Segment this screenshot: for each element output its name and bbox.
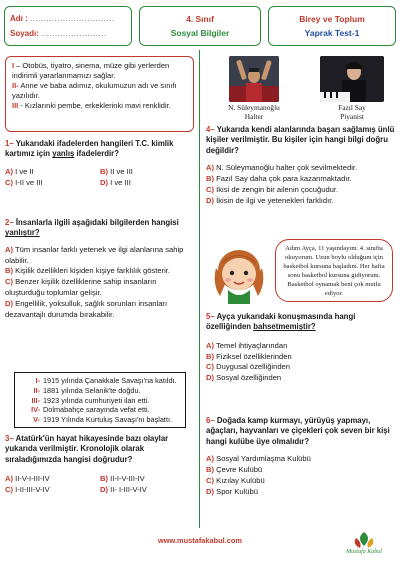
q5-option-a[interactable]: A) Temel ihtiyaçlarından: [206, 340, 288, 350]
q1-option-b[interactable]: B) II ve III: [100, 166, 133, 176]
column-divider: [199, 50, 200, 528]
event-4: IV- Dolmabahçe sarayında vefat etti.: [31, 405, 150, 415]
q1-option-c[interactable]: C) I-II ve III: [5, 177, 43, 187]
name-line: Adı : ...............................: [10, 14, 115, 23]
surname-line: Soyadı: ........................: [10, 29, 107, 38]
q5-option-b[interactable]: B) Fiziksel özelliklerinden: [206, 351, 292, 361]
event-3: III- 1923 yılında cumhuriyeti ilan etti.: [31, 395, 150, 405]
q6-option-d[interactable]: D) Spor Kulübü: [206, 486, 258, 496]
q6-option-a[interactable]: A) Sosyal Yardımlaşma Kulübü: [206, 454, 311, 464]
q3-option-c[interactable]: C) I-II-III-V-IV: [5, 485, 50, 495]
statements-box: [5, 56, 194, 132]
q4-option-d[interactable]: D) İkisin de ilgi ve yetenekleri farklıdır.: [206, 195, 334, 205]
question-6: [206, 416, 396, 497]
q4-option-b[interactable]: B) Fazıl Say daha çok para kazanmaktadır.: [206, 174, 352, 184]
question-5-options: [206, 341, 396, 384]
weightlifter-photo: [229, 56, 279, 102]
grade-subject-box: [139, 6, 261, 46]
girl-character-icon: [206, 240, 272, 304]
q3-option-d[interactable]: D) II- I-III-V-IV: [100, 485, 147, 495]
events-box: [14, 372, 186, 428]
question-1: [5, 139, 195, 188]
student-info-box: [4, 6, 132, 46]
q1-option-a[interactable]: A) I ve II: [5, 166, 34, 176]
statement-3: III - Kızlarınki pembe, erkeklerinki mavi renklidir.: [12, 101, 171, 110]
question-6-text: 6– Doğada kamp kurmayı, yürüyüş yapmayı, ağaçları, hayvanları ve çiçekleri çok seven bir kişi hangi kulübe üye olmalıdır?: [206, 416, 390, 446]
speech-bubble: Adım Ayça, 11 yaşındayım. 4. sınıfta okuyorum. Uzun boylu olduğum için basketbol kursuna başladım. Her hafta sonu basketbol kursuna gidiyorum. Basketbol oynamak beni çok mutlu ediyor.: [275, 239, 393, 302]
grade-label: 4. Sınıf: [186, 14, 214, 24]
weightlifter-image: [229, 56, 279, 102]
q2-option-d[interactable]: D) Engellilik, yoksulluk, sağlık sorunları insanları dezavantajlı durumda bırakabilir.: [5, 298, 168, 319]
q2-option-c[interactable]: C) Benzer kişilik özelliklerine sahip insanların oluşturduğu toplumlar gelişir.: [5, 277, 157, 297]
test-label: Yaprak Test-1: [304, 28, 360, 38]
q4-option-a[interactable]: A) N. Süleymanoğlu halter çok sevilmektedir.: [206, 163, 358, 173]
website-url[interactable]: www.mustafakabul.com: [158, 536, 242, 545]
question-5-text: 5– Ayça yukarıdaki konuşmasında hangi özelliğinden bahsetmemiştir?: [206, 312, 356, 332]
event-5: V- 1919 Yılında Kurtuluş Savaşı'nı başlattı.: [33, 415, 173, 425]
weightlifter-caption: N. Süleymanoğlu Halter: [228, 103, 280, 121]
pianist-caption: Fazıl Say Piyanist: [338, 103, 366, 121]
statement-2: II- Anne ve baba adımız, okulumuzun adı ve sınıfı yazılıdır.: [12, 81, 177, 100]
q6-option-c[interactable]: C) Kızılay Kulübü: [206, 475, 265, 485]
question-5: [206, 312, 396, 384]
question-3-text: 3– Atatürk'ün hayat hikayesinde bazı olaylar yukarıda verilmiştir. Kronolojik olarak sıraladığımızda hangisi doğrudur?: [5, 434, 169, 464]
question-3: [5, 434, 195, 496]
q1-option-d[interactable]: D) I ve III: [100, 177, 131, 187]
brand-name: Mustafa Kabul: [346, 549, 382, 555]
question-1-options: [5, 167, 195, 189]
statement-1: I – Otobüs, tiyatro, sinema, müze gibi yerlerden indirimli yararlanmamızı sağlar.: [12, 61, 170, 80]
q5-option-c[interactable]: C) Duygusal özelliğinden: [206, 362, 291, 372]
q3-option-b[interactable]: B) II-I-V-III-IV: [100, 474, 145, 484]
question-1-text: 1– Yukarıdaki ifadelerden hangileri T.C. kimlik kartımız için yanlış ifadelerdir?: [5, 139, 174, 159]
event-1: I- 1915 yılında Çanakkale Savaşı'na katıldı.: [35, 376, 177, 385]
subject-label: Sosyal Bilgiler: [170, 28, 230, 38]
q4-option-c[interactable]: C) İkisi de zengin bir ailenin çocuğudur.: [206, 184, 339, 194]
pianist-image: [320, 56, 384, 102]
question-2: [5, 218, 195, 320]
unit-label: Birey ve Toplum: [299, 14, 365, 24]
q5-option-d[interactable]: D) Sosyal özelliğinden: [206, 373, 282, 383]
question-4: [206, 125, 396, 206]
question-2-text: 2– İnsanlarla ilgili aşağıdaki bilgilerden hangisi yanlıştır?: [5, 218, 179, 238]
event-2: II- 1881 yılında Selanik'te doğdu.: [33, 385, 141, 395]
pianist-photo: [320, 56, 384, 102]
question-2-options: [5, 245, 195, 321]
question-6-options: [206, 454, 396, 497]
q2-option-a[interactable]: A) Tüm insanlar farklı yetenek ve ilgi alanlarına sahip olabilir.: [5, 244, 184, 265]
brand-logo: [334, 528, 394, 558]
q3-option-a[interactable]: A) II-V-I-III-IV: [5, 474, 50, 484]
question-4-options: [206, 163, 396, 206]
question-4-text: 4– Yukarıda kendi alanlarında başarı sağlamış ünlü kişiler verilmiştir. Bu kişiler için hangi bilgi doğru değildir?: [206, 125, 395, 155]
q6-option-b[interactable]: B) Çevre Kulübü: [206, 465, 263, 475]
q2-option-b[interactable]: B) Kişilik özellikleri kişiden kişiye farklılık gösterir.: [5, 266, 170, 276]
unit-test-box: [268, 6, 396, 46]
question-3-options: [5, 474, 195, 496]
